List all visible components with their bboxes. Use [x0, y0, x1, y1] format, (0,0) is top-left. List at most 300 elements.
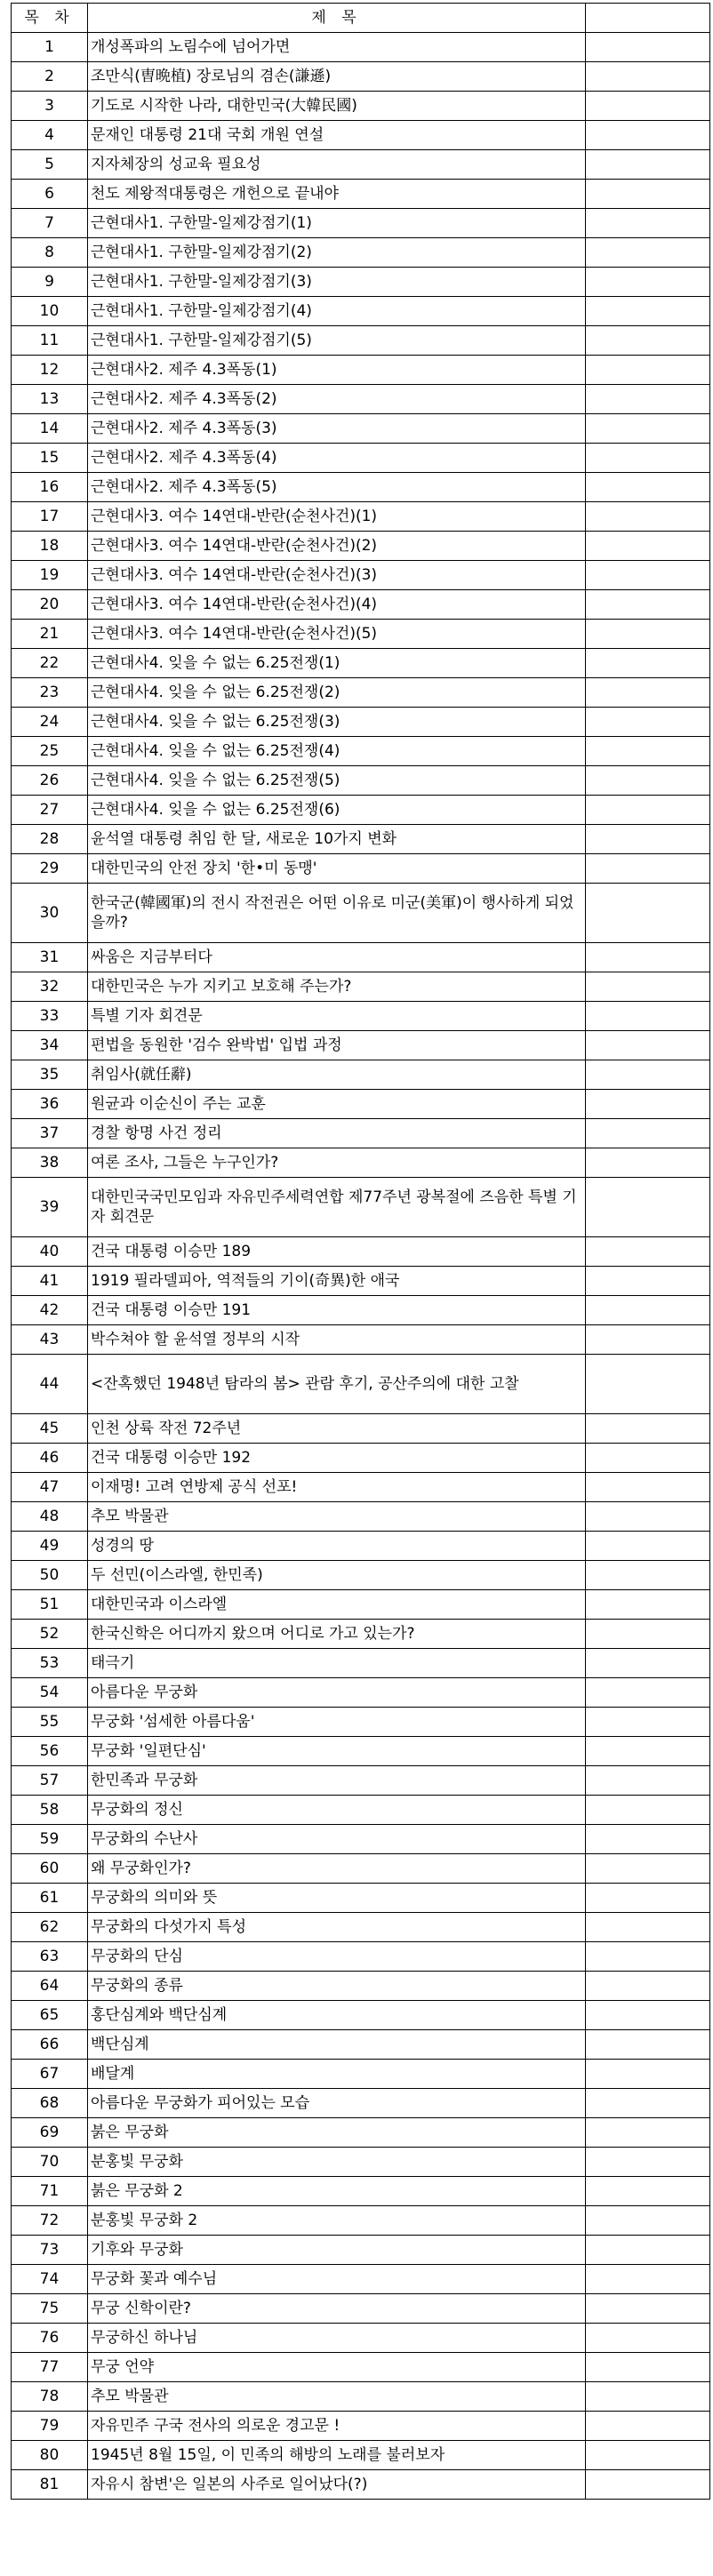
row-number: 34: [12, 1031, 88, 1060]
row-number: 43: [12, 1325, 88, 1355]
row-title: 무궁화의 다섯가지 특성: [88, 1913, 586, 1942]
table-row: [12, 2030, 710, 2060]
row-title: 배달계: [88, 2060, 586, 2089]
row-title: 근현대사4. 잊을 수 없는 6.25전쟁(2): [88, 678, 586, 708]
row-number: 81: [12, 2470, 88, 2500]
row-number: 52: [12, 1620, 88, 1649]
row-title: 취임사(就任辭): [88, 1060, 586, 1090]
row-title: 근현대사2. 제주 4.3폭동(2): [88, 385, 586, 414]
row-blank: [586, 268, 710, 297]
table-row: [12, 796, 710, 825]
table-row: [12, 1532, 710, 1561]
row-blank: [586, 649, 710, 678]
row-title: 개성폭파의 노림수에 넘어가면: [88, 33, 586, 62]
row-title: 한국신학은 어디까지 왔으며 어디로 가고 있는가?: [88, 1620, 586, 1649]
row-title: 무궁화 '일편단심': [88, 1737, 586, 1766]
row-blank: [586, 2030, 710, 2060]
row-blank: [586, 2177, 710, 2206]
row-number: 61: [12, 1884, 88, 1913]
row-title: 문재인 대통령 21대 국회 개원 연설: [88, 121, 586, 150]
row-title: 근현대사4. 잊을 수 없는 6.25전쟁(6): [88, 796, 586, 825]
row-number: 21: [12, 620, 88, 649]
row-blank: [586, 1473, 710, 1502]
row-blank: [586, 1854, 710, 1884]
row-number: 37: [12, 1119, 88, 1148]
row-title: 추모 박물관: [88, 2382, 586, 2412]
row-blank: [586, 2206, 710, 2236]
row-title: 조만식(曺晩植) 장로님의 겸손(謙遜): [88, 62, 586, 92]
row-blank: [586, 1678, 710, 1708]
row-number: 31: [12, 943, 88, 972]
row-blank: [586, 2353, 710, 2382]
row-title: 근현대사2. 제주 4.3폭동(4): [88, 444, 586, 473]
table-row: [12, 2118, 710, 2148]
row-number: 77: [12, 2353, 88, 2382]
row-blank: [586, 2324, 710, 2353]
table-row: [12, 1884, 710, 1913]
row-number: 79: [12, 2412, 88, 2441]
row-number: 20: [12, 590, 88, 620]
table-row: [12, 2324, 710, 2353]
table-row: [12, 2382, 710, 2412]
row-title: 원균과 이순신이 주는 교훈: [88, 1090, 586, 1119]
row-number: 47: [12, 1473, 88, 1502]
row-number: 78: [12, 2382, 88, 2412]
row-title: 경찰 항명 사건 정리: [88, 1119, 586, 1148]
toc-container: [11, 3, 710, 2500]
table-row: [12, 121, 710, 150]
table-row: [12, 1942, 710, 1972]
row-blank: [586, 532, 710, 561]
table-row: [12, 502, 710, 532]
row-title: 아름다운 무궁화: [88, 1678, 586, 1708]
row-title: 근현대사4. 잊을 수 없는 6.25전쟁(5): [88, 766, 586, 796]
row-title: 붉은 무궁화 2: [88, 2177, 586, 2206]
row-number: 7: [12, 209, 88, 238]
table-row: [12, 2060, 710, 2089]
toc-table: [11, 3, 710, 2500]
table-row: [12, 884, 710, 943]
row-blank: [586, 1649, 710, 1678]
row-title: 근현대사3. 여수 14연대-반란(순천사건)(5): [88, 620, 586, 649]
row-title: 무궁화의 정신: [88, 1796, 586, 1825]
row-number: 17: [12, 502, 88, 532]
table-row: [12, 2206, 710, 2236]
row-title: 편법을 동원한 '검수 완박법' 입법 과정: [88, 1031, 586, 1060]
row-title: 두 선민(이스라엘, 한민족): [88, 1561, 586, 1590]
row-number: 60: [12, 1854, 88, 1884]
table-row: [12, 1649, 710, 1678]
row-title: 건국 대통령 이승만 189: [88, 1237, 586, 1267]
row-title: 근현대사3. 여수 14연대-반란(순천사건)(4): [88, 590, 586, 620]
row-blank: [586, 1237, 710, 1267]
row-number: 71: [12, 2177, 88, 2206]
row-blank: [586, 825, 710, 854]
row-blank: [586, 33, 710, 62]
row-number: 55: [12, 1708, 88, 1737]
row-blank: [586, 1561, 710, 1590]
row-title: 무궁화의 종류: [88, 1972, 586, 2001]
table-row: [12, 326, 710, 356]
table-row: [12, 1060, 710, 1090]
row-title: 무궁화의 의미와 뜻: [88, 1884, 586, 1913]
row-number: 36: [12, 1090, 88, 1119]
table-row: [12, 1031, 710, 1060]
row-number: 9: [12, 268, 88, 297]
row-blank: [586, 1590, 710, 1620]
table-row: [12, 1620, 710, 1649]
row-number: 46: [12, 1444, 88, 1473]
row-blank: [586, 1267, 710, 1296]
row-blank: [586, 2441, 710, 2470]
row-title: 근현대사1. 구한말-일제강점기(3): [88, 268, 586, 297]
table-row: [12, 473, 710, 502]
row-blank: [586, 2001, 710, 2030]
table-row: [12, 649, 710, 678]
row-title: 여론 조사, 그들은 누구인가?: [88, 1148, 586, 1178]
row-number: 32: [12, 972, 88, 1002]
row-number: 57: [12, 1766, 88, 1796]
row-number: 10: [12, 297, 88, 326]
row-blank: [586, 1796, 710, 1825]
row-number: 41: [12, 1267, 88, 1296]
row-title: 아름다운 무궁화가 피어있는 모습: [88, 2089, 586, 2118]
row-title: 분홍빛 무궁화 2: [88, 2206, 586, 2236]
table-row: [12, 297, 710, 326]
row-blank: [586, 1502, 710, 1532]
row-title: 한민족과 무궁화: [88, 1766, 586, 1796]
row-blank: [586, 297, 710, 326]
table-row: [12, 620, 710, 649]
row-blank: [586, 2148, 710, 2177]
row-number: 65: [12, 2001, 88, 2030]
row-title: 기도로 시작한 나라, 대한민국(大韓民國): [88, 92, 586, 121]
row-title: 무궁 언약: [88, 2353, 586, 2382]
table-row: [12, 2236, 710, 2265]
table-row: [12, 2089, 710, 2118]
table-row: [12, 2353, 710, 2382]
row-blank: [586, 1444, 710, 1473]
table-row: [12, 1148, 710, 1178]
table-row: [12, 2441, 710, 2470]
row-title: 인천 상륙 작전 72주년: [88, 1414, 586, 1444]
row-number: 44: [12, 1355, 88, 1414]
row-blank: [586, 1825, 710, 1854]
row-blank: [586, 92, 710, 121]
row-blank: [586, 1060, 710, 1090]
row-number: 69: [12, 2118, 88, 2148]
row-number: 72: [12, 2206, 88, 2236]
row-blank: [586, 796, 710, 825]
row-blank: [586, 561, 710, 590]
row-blank: [586, 766, 710, 796]
row-title: 자유시 참변'은 일본의 사주로 일어났다(?): [88, 2470, 586, 2500]
row-number: 58: [12, 1796, 88, 1825]
row-blank: [586, 180, 710, 209]
table-row: [12, 737, 710, 766]
table-row: [12, 2148, 710, 2177]
row-number: 18: [12, 532, 88, 561]
row-blank: [586, 1708, 710, 1737]
row-number: 13: [12, 385, 88, 414]
row-title: 윤석열 대통령 취임 한 달, 새로운 10가지 변화: [88, 825, 586, 854]
row-title: 근현대사1. 구한말-일제강점기(5): [88, 326, 586, 356]
row-blank: [586, 444, 710, 473]
row-number: 51: [12, 1590, 88, 1620]
row-title: 백단심계: [88, 2030, 586, 2060]
table-row: [12, 92, 710, 121]
row-number: 28: [12, 825, 88, 854]
table-row: [12, 1444, 710, 1473]
table-row: [12, 1766, 710, 1796]
row-number: 50: [12, 1561, 88, 1590]
row-blank: [586, 1737, 710, 1766]
row-number: 56: [12, 1737, 88, 1766]
row-title: 근현대사1. 구한말-일제강점기(1): [88, 209, 586, 238]
table-row: [12, 2412, 710, 2441]
row-title: 무궁화의 수난사: [88, 1825, 586, 1854]
table-row: [12, 209, 710, 238]
table-row: [12, 1561, 710, 1590]
table-row: [12, 1502, 710, 1532]
row-number: 70: [12, 2148, 88, 2177]
row-number: 23: [12, 678, 88, 708]
row-blank: [586, 854, 710, 884]
row-number: 8: [12, 238, 88, 268]
row-blank: [586, 1090, 710, 1119]
row-number: 16: [12, 473, 88, 502]
row-title: 근현대사1. 구한말-일제강점기(2): [88, 238, 586, 268]
row-number: 19: [12, 561, 88, 590]
row-number: 26: [12, 766, 88, 796]
row-title: 추모 박물관: [88, 1502, 586, 1532]
row-blank: [586, 1119, 710, 1148]
row-number: 64: [12, 1972, 88, 2001]
row-number: 35: [12, 1060, 88, 1090]
row-number: 30: [12, 884, 88, 943]
row-blank: [586, 1414, 710, 1444]
row-title: <잔혹했던 1948년 탐라의 봄> 관람 후기, 공산주의에 대한 고찰: [88, 1355, 586, 1414]
row-title: 근현대사4. 잊을 수 없는 6.25전쟁(4): [88, 737, 586, 766]
row-title: 1945년 8월 15일, 이 민족의 해방의 노래를 불러보자: [88, 2441, 586, 2470]
row-title: 홍단심계와 백단심계: [88, 2001, 586, 2030]
row-title: 무궁화의 단심: [88, 1942, 586, 1972]
table-row: [12, 766, 710, 796]
row-blank: [586, 1972, 710, 2001]
row-number: 3: [12, 92, 88, 121]
row-number: 2: [12, 62, 88, 92]
row-blank: [586, 972, 710, 1002]
row-title: 근현대사1. 구한말-일제강점기(4): [88, 297, 586, 326]
table-row: [12, 1590, 710, 1620]
table-row: [12, 708, 710, 737]
row-number: 29: [12, 854, 88, 884]
row-title: 태극기: [88, 1649, 586, 1678]
row-blank: [586, 209, 710, 238]
row-number: 63: [12, 1942, 88, 1972]
row-number: 11: [12, 326, 88, 356]
table-row: [12, 1267, 710, 1296]
row-title: 대한민국의 안전 장치 '한•미 동맹': [88, 854, 586, 884]
row-blank: [586, 414, 710, 444]
table-row: [12, 854, 710, 884]
row-blank: [586, 1031, 710, 1060]
row-number: 38: [12, 1148, 88, 1178]
row-number: 73: [12, 2236, 88, 2265]
table-row: [12, 1854, 710, 1884]
row-blank: [586, 150, 710, 180]
table-row: [12, 1090, 710, 1119]
row-blank: [586, 2089, 710, 2118]
row-title: 무궁화 꽃과 예수님: [88, 2265, 586, 2294]
row-title: 근현대사2. 제주 4.3폭동(5): [88, 473, 586, 502]
row-blank: [586, 502, 710, 532]
row-blank: [586, 62, 710, 92]
row-title: 근현대사3. 여수 14연대-반란(순천사건)(3): [88, 561, 586, 590]
row-blank: [586, 1325, 710, 1355]
row-number: 59: [12, 1825, 88, 1854]
row-number: 42: [12, 1296, 88, 1325]
row-title: 무궁 신학이란?: [88, 2294, 586, 2324]
row-title: 천도 제왕적대통령은 개헌으로 끝내야: [88, 180, 586, 209]
table-row: [12, 1678, 710, 1708]
table-row: [12, 414, 710, 444]
table-row: [12, 2294, 710, 2324]
table-row: [12, 2470, 710, 2500]
row-blank: [586, 1355, 710, 1414]
row-title: 대한민국과 이스라엘: [88, 1590, 586, 1620]
row-blank: [586, 1296, 710, 1325]
row-title: 기후와 무궁화: [88, 2236, 586, 2265]
row-blank: [586, 473, 710, 502]
table-row: [12, 1913, 710, 1942]
row-number: 74: [12, 2265, 88, 2294]
table-row: [12, 150, 710, 180]
table-row: [12, 1237, 710, 1267]
row-number: 1: [12, 33, 88, 62]
row-number: 24: [12, 708, 88, 737]
row-number: 14: [12, 414, 88, 444]
table-row: [12, 1473, 710, 1502]
row-title: 자유민주 구국 전사의 의로운 경고문 !: [88, 2412, 586, 2441]
row-blank: [586, 678, 710, 708]
row-number: 49: [12, 1532, 88, 1561]
row-number: 62: [12, 1913, 88, 1942]
row-blank: [586, 884, 710, 943]
table-row: [12, 238, 710, 268]
row-blank: [586, 620, 710, 649]
row-title: 1919 필라델피아, 역적들의 기이(奇異)한 애국: [88, 1267, 586, 1296]
table-row: [12, 678, 710, 708]
row-number: 22: [12, 649, 88, 678]
row-number: 5: [12, 150, 88, 180]
table-row: [12, 1796, 710, 1825]
row-blank: [586, 385, 710, 414]
row-title: 붉은 무궁화: [88, 2118, 586, 2148]
table-row: [12, 825, 710, 854]
table-row: [12, 1002, 710, 1031]
row-title: 박수쳐야 할 윤석열 정부의 시작: [88, 1325, 586, 1355]
row-title: 건국 대통령 이승만 191: [88, 1296, 586, 1325]
row-title: 대한민국국민모임과 자유민주세력연합 제77주년 광복절에 즈음한 특별 기자 회견문: [88, 1178, 586, 1237]
row-title: 근현대사4. 잊을 수 없는 6.25전쟁(1): [88, 649, 586, 678]
table-row: [12, 1708, 710, 1737]
row-number: 4: [12, 121, 88, 150]
header-title: 제 목: [88, 4, 586, 33]
table-row: [12, 1972, 710, 2001]
table-row: [12, 356, 710, 385]
row-number: 66: [12, 2030, 88, 2060]
row-blank: [586, 1766, 710, 1796]
table-row: [12, 180, 710, 209]
row-blank: [586, 2470, 710, 2500]
row-blank: [586, 326, 710, 356]
row-number: 15: [12, 444, 88, 473]
table-row: [12, 1737, 710, 1766]
table-row: [12, 1119, 710, 1148]
table-row: [12, 1355, 710, 1414]
table-row: [12, 1325, 710, 1355]
row-title: 근현대사2. 제주 4.3폭동(1): [88, 356, 586, 385]
table-row: [12, 2177, 710, 2206]
row-blank: [586, 1913, 710, 1942]
table-row: [12, 943, 710, 972]
table-row: [12, 2001, 710, 2030]
row-number: 68: [12, 2089, 88, 2118]
row-blank: [586, 590, 710, 620]
row-title: 한국군(韓國軍)의 전시 작전권은 어떤 이유로 미군(美軍)이 행사하게 되었을까?: [88, 884, 586, 943]
table-row: [12, 62, 710, 92]
row-blank: [586, 2412, 710, 2441]
row-number: 45: [12, 1414, 88, 1444]
row-number: 39: [12, 1178, 88, 1237]
row-blank: [586, 238, 710, 268]
row-number: 40: [12, 1237, 88, 1267]
row-blank: [586, 1002, 710, 1031]
row-blank: [586, 1178, 710, 1237]
table-row: [12, 1296, 710, 1325]
row-number: 33: [12, 1002, 88, 1031]
row-title: 성경의 땅: [88, 1532, 586, 1561]
row-blank: [586, 1884, 710, 1913]
row-blank: [586, 708, 710, 737]
row-title: 싸움은 지금부터다: [88, 943, 586, 972]
row-blank: [586, 2060, 710, 2089]
table-row: [12, 1825, 710, 1854]
table-row: [12, 385, 710, 414]
row-blank: [586, 356, 710, 385]
header-row: [12, 4, 710, 33]
header-number: 목 차: [12, 4, 88, 33]
row-number: 76: [12, 2324, 88, 2353]
row-title: 이재명! 고려 연방제 공식 선포!: [88, 1473, 586, 1502]
table-row: [12, 561, 710, 590]
row-blank: [586, 2382, 710, 2412]
row-title: 근현대사3. 여수 14연대-반란(순천사건)(1): [88, 502, 586, 532]
row-number: 25: [12, 737, 88, 766]
row-title: 분홍빛 무궁화: [88, 2148, 586, 2177]
row-title: 지자체장의 성교육 필요성: [88, 150, 586, 180]
row-blank: [586, 1148, 710, 1178]
table-row: [12, 1414, 710, 1444]
row-blank: [586, 2236, 710, 2265]
row-number: 53: [12, 1649, 88, 1678]
row-blank: [586, 1532, 710, 1561]
table-row: [12, 532, 710, 561]
header-blank: [586, 4, 710, 33]
row-number: 6: [12, 180, 88, 209]
table-row: [12, 590, 710, 620]
